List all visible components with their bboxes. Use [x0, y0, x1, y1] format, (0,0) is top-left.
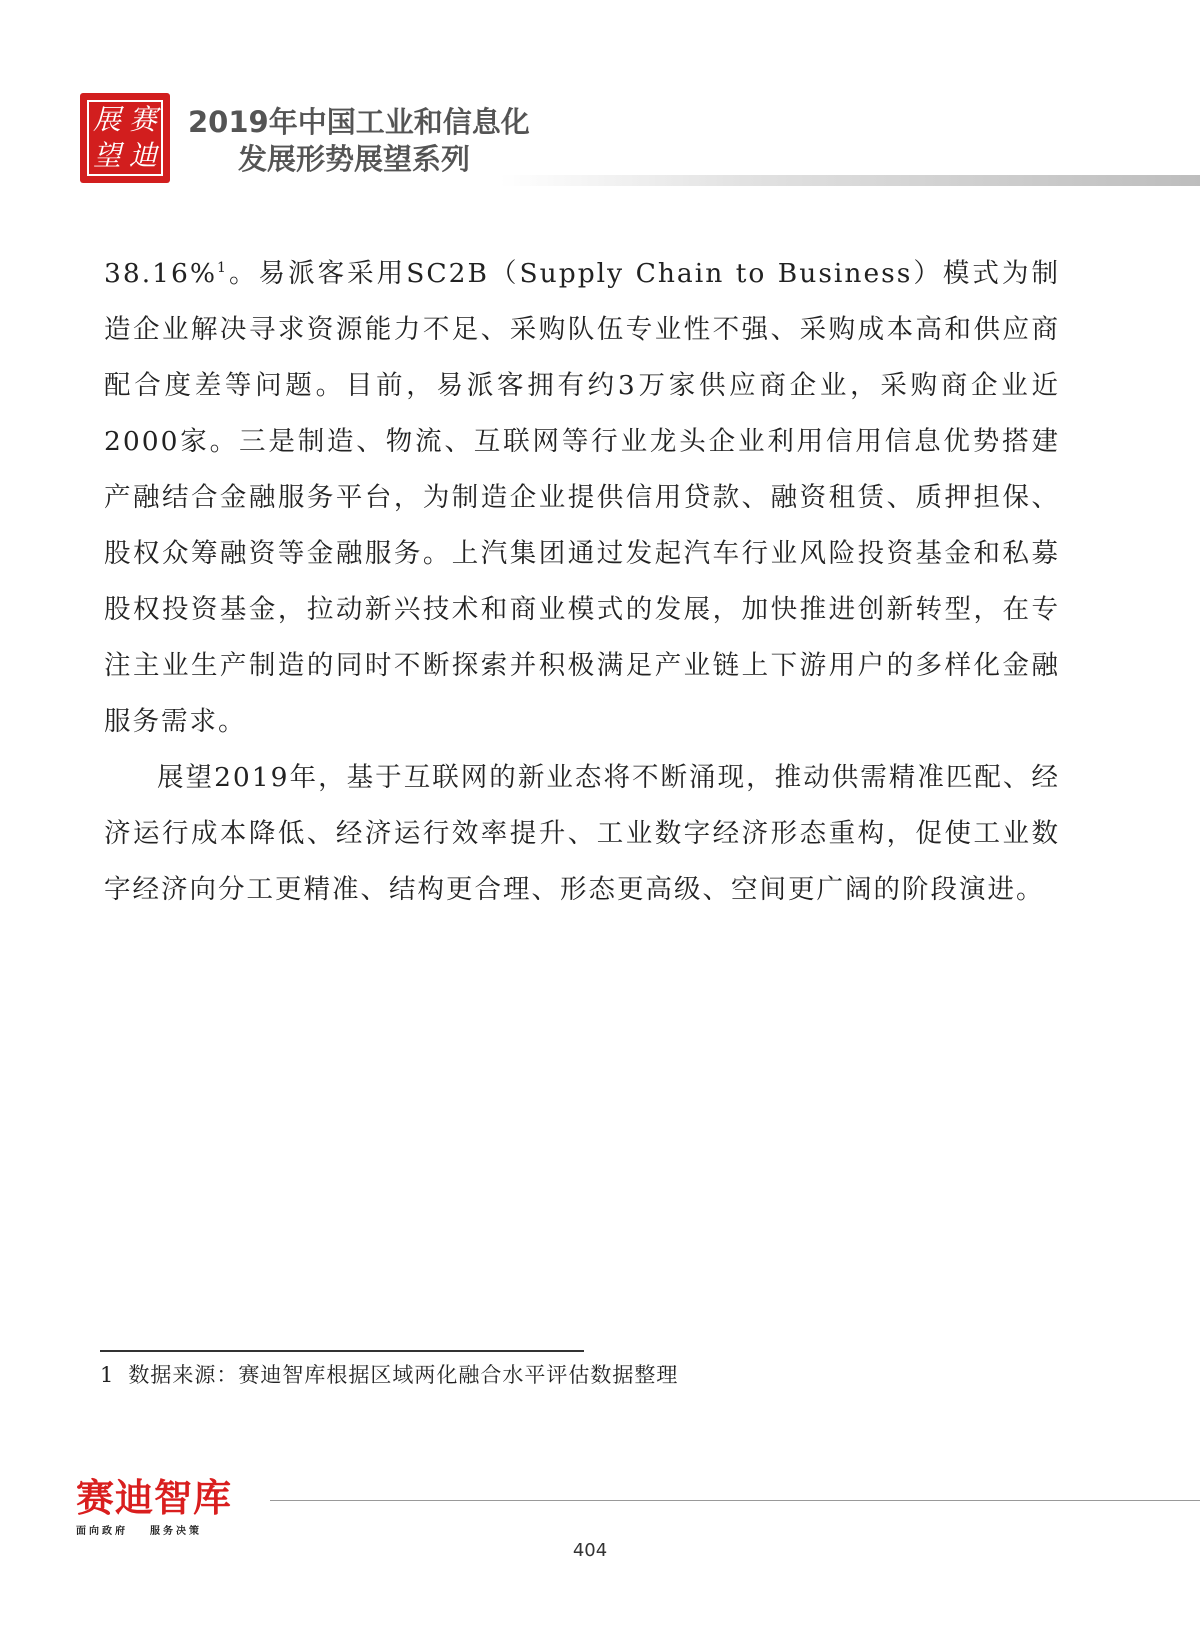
brand-tagline-right: 服务决策	[150, 1526, 202, 1537]
footnote-text: 数据来源：赛迪智库根据区域两化融合水平评估数据整理	[128, 1363, 679, 1387]
seal-logo	[80, 93, 170, 183]
seal-char-1: 展	[92, 103, 121, 136]
seal-char-2: 赛	[128, 103, 157, 136]
header-title-line1: 2019年中国工业和信息化	[188, 105, 530, 139]
header-title-line2: 发展形势展望系列	[238, 142, 471, 176]
brand-name: 赛迪智库	[76, 1476, 233, 1520]
brand-tagline	[76, 1522, 232, 1537]
header-title	[188, 104, 530, 178]
footnote-ref[interactable]: 1	[217, 260, 228, 277]
footnote-divider	[100, 1350, 584, 1352]
footnote-number: 1	[100, 1363, 115, 1387]
header-gradient-bar	[500, 175, 1200, 186]
footer-divider	[270, 1500, 1200, 1501]
seal-char-4: 迪	[128, 139, 157, 172]
brand-tagline-left: 面向政府	[76, 1526, 128, 1537]
paragraph-1	[104, 246, 1060, 750]
brand-logo	[76, 1476, 232, 1537]
footnote	[100, 1360, 678, 1390]
paragraph-1-start: 38.16%	[104, 258, 218, 289]
body-text	[104, 246, 1060, 918]
paragraph-1-rest: 。易派客采用SC2B（Supply Chain to Business）模式为制造企业解决寻求资源能力不足、采购队伍专业性不强、采购成本高和供应商配合度差等问题。目前，易派客拥有约3万家供应商企业，采购商企业近2000家。三是制造、物流、互联网等行业龙头企业利用信用信息优势搭建产融结合金融服务平台，为制造企业提供信用贷款、融资租赁、质押担保、股权众筹融资等金融服务。上汽集团通过发起汽车行业风险投资基金和私募股权投资基金，拉动新兴技术和商业模式的发展，加快推进创新转型，在专注主业生产制造的同时不断探索并积极满足产业链上下游用户的多样化金融服务需求。	[104, 258, 1060, 737]
seal-char-3: 望	[92, 139, 121, 172]
page-number: 404	[572, 1540, 608, 1561]
paragraph-2: 展望2019年，基于互联网的新业态将不断涌现，推动供需精准匹配、经济运行成本降低、经济运行效率提升、工业数字经济形态重构，促使工业数字经济向分工更精准、结构更合理、形态更高级、空间更广阔的阶段演进。	[104, 762, 1060, 905]
